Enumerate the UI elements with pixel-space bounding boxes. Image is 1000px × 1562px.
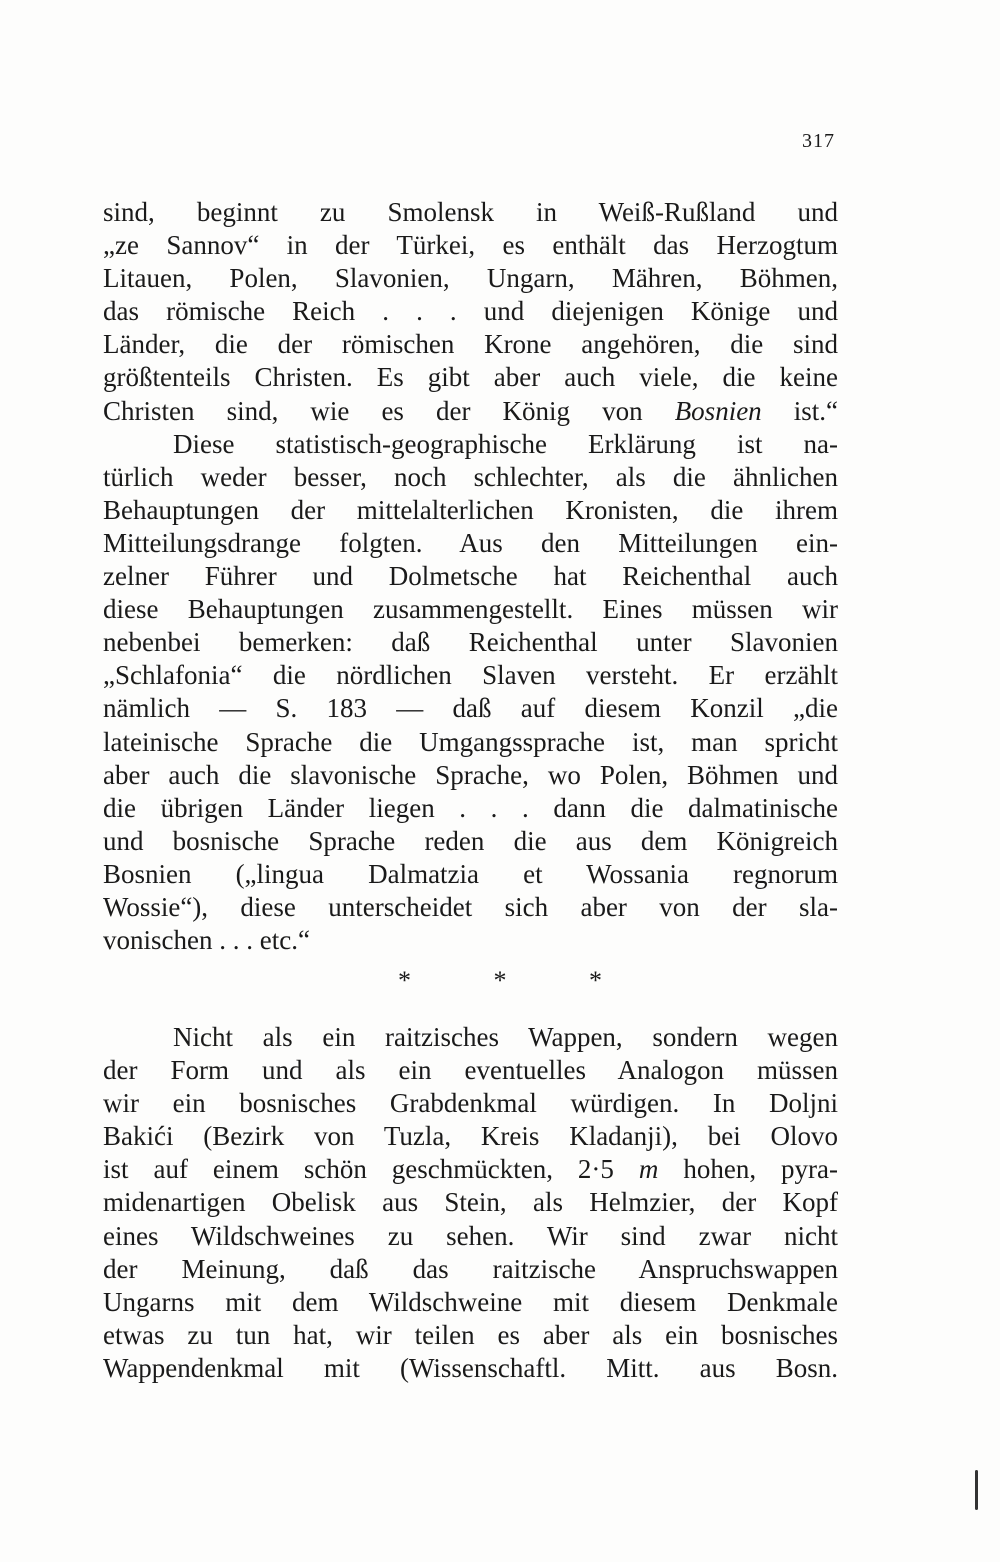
text-line: nebenbei bemerken: daß Reichenthal unter Slavonien <box>103 627 838 658</box>
text-line: midenartigen Obelisk aus Stein, als Helmzier, der Kopf <box>103 1187 838 1218</box>
text-line: größtenteils Christen. Es gibt aber auch viele, die keine <box>103 362 838 393</box>
text-line: Nicht als ein raitzisches Wappen, sondern wegen <box>173 1022 838 1052</box>
text-line: das römische Reich . . . und diejenigen Könige und <box>103 296 838 327</box>
section-separator: * * * <box>398 966 640 995</box>
italic-unit: m <box>638 1154 659 1185</box>
text-line: Wappendenkmal mit (Wissenschaftl. Mitt. aus Bosn. <box>103 1352 838 1383</box>
text-line: Diese statistisch-geographische Erklärung ist na- <box>173 428 838 459</box>
text-line: etwas zu tun hat, wir teilen es aber als ein bosnisches <box>103 1319 838 1350</box>
text-line: Behauptungen der mittelalterlichen Kronisten, die ihrem <box>103 494 838 525</box>
text-line: der Meinung, daß das raitzische Anspruchswappen <box>103 1253 838 1284</box>
text-line: Wossie“), diese unterscheidet sich aber von der sla- <box>103 891 838 922</box>
text-segment: hohen, pyra- <box>658 1154 839 1185</box>
text-line <box>103 1153 838 1186</box>
text-line: lateinische Sprache die Umgangssprache ist, man spricht <box>103 726 838 757</box>
text-line: nämlich — S. 183 — daß auf diesem Konzil „die <box>103 693 838 724</box>
margin-mark <box>975 1470 978 1510</box>
text-line: Litauen, Polen, Slavonien, Ungarn, Mähren, Böhmen, <box>103 263 838 294</box>
paragraph-block-2 <box>103 1021 838 1385</box>
text-line: türlich weder besser, noch schlechter, als die ähnlichen <box>103 461 838 492</box>
text-line: eines Wildschweines zu sehen. Wir sind zwar nicht <box>103 1220 838 1251</box>
text-line: zelner Führer und Dolmetsche hat Reichenthal auch <box>103 561 838 592</box>
text-line: Länder, die der römischen Krone angehören, die sind <box>103 329 838 360</box>
text-line: vonischen . . . etc.“ <box>103 925 310 956</box>
text-line: „Schlafonia“ die nördlichen Slaven versteht. Er erzählt <box>103 660 838 691</box>
text-line: der Form und als ein eventuelles Analogon müssen <box>103 1055 838 1086</box>
text-line: sind, beginnt zu Smolensk in Weiß-Rußland und <box>103 197 838 227</box>
text-line: „ze Sannov“ in der Türkei, es enthält das Herzogtum <box>103 230 838 261</box>
text-line: aber auch die slavonische Sprache, wo Polen, Böhmen und <box>103 759 838 790</box>
text-line: Ungarns mit dem Wildschweine mit diesem Denkmale <box>103 1286 838 1317</box>
text-line: Bosnien („lingua Dalmatzia et Wossania regnorum <box>103 858 838 889</box>
text-segment: ist.“ <box>761 395 838 426</box>
text-line: Bakići (Bezirk von Tuzla, Kreis Kladanji), bei Olovo <box>103 1121 838 1152</box>
text-line: wir ein bosnisches Grabdenkmal würdigen. In Doljni <box>103 1088 838 1119</box>
page-number: 317 <box>802 130 835 152</box>
text-segment: ist auf einem schön geschmückten, 2·5 <box>103 1154 639 1185</box>
text-line: und bosnische Sprache reden die aus dem Königreich <box>103 825 838 856</box>
text-line: Mitteilungsdrange folgten. Aus den Mitteilungen ein- <box>103 527 838 558</box>
text-line: die übrigen Länder liegen . . . dann die dalmatinische <box>103 792 838 823</box>
text-segment: Christen sind, wie es der König von <box>103 395 675 426</box>
italic-place-name: Bosnien <box>674 395 762 426</box>
text-line: diese Behauptungen zusammengestellt. Eines müssen wir <box>103 594 838 625</box>
text-line <box>103 395 838 428</box>
paragraph-block-1 <box>103 196 838 957</box>
